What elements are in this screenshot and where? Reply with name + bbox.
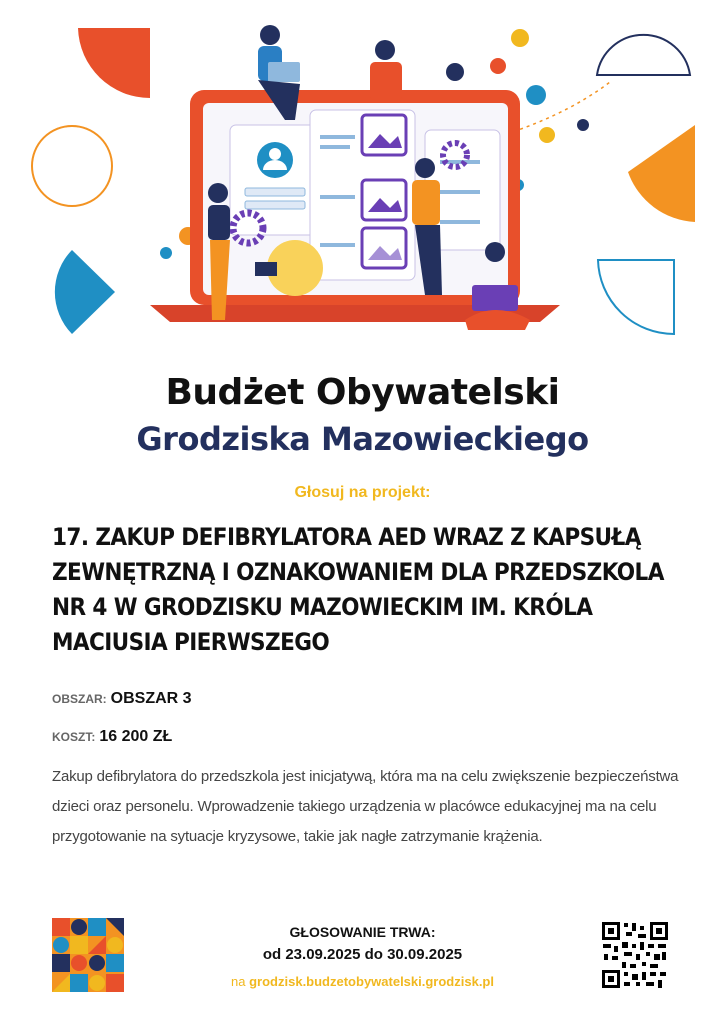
area-value: OBSZAR 3 [110,690,192,707]
title-line-1: Budżet Obywatelski [165,372,560,413]
url-prefix: na [231,974,246,989]
area-row [52,690,192,708]
voting-dates: od 23.09.2025 do 30.09.2025 [262,946,463,963]
cost-value: 16 200 ZŁ [99,728,173,745]
cost-label: KOSZT: [52,730,96,744]
cost-row [52,728,172,746]
project-title: 17. ZAKUP DEFIBRYLATORA AED WRAZ Z KAPSUŁĄ ZEWNĘTRZNĄ I OZNAKOWANIEM DLA PRZEDSZKOLA NR 4 W GRODZISKU MAZOWIECKIM IM. KRÓLA MACIUSIA PIERWSZEGO [52,523,664,656]
hero-illustration [0,0,725,360]
vote-prompt: Głosuj na projekt: [294,484,431,501]
area-label: OBSZAR: [52,692,107,706]
voting-url-link[interactable]: grodzisk.budzetobywatelski.grodzisk.pl [249,974,494,989]
voting-label: GŁOSOWANIE TRWA: [289,924,436,940]
qr-code[interactable] [600,920,670,990]
project-description: Zakup defibrylatora do przedszkola jest inicjatywą, która ma na celu zwiększenie bezpieczeństwa dzieci oraz personelu. Wprowadzenie takiego urządzenia w placówce edukacyjnej ma na celu przygotowanie na sytuacje kryzysowe, takie jak nagłe zatrzymanie krążenia. [52,768,679,845]
title-line-2: Grodziska Mazowieckiego [136,420,589,458]
